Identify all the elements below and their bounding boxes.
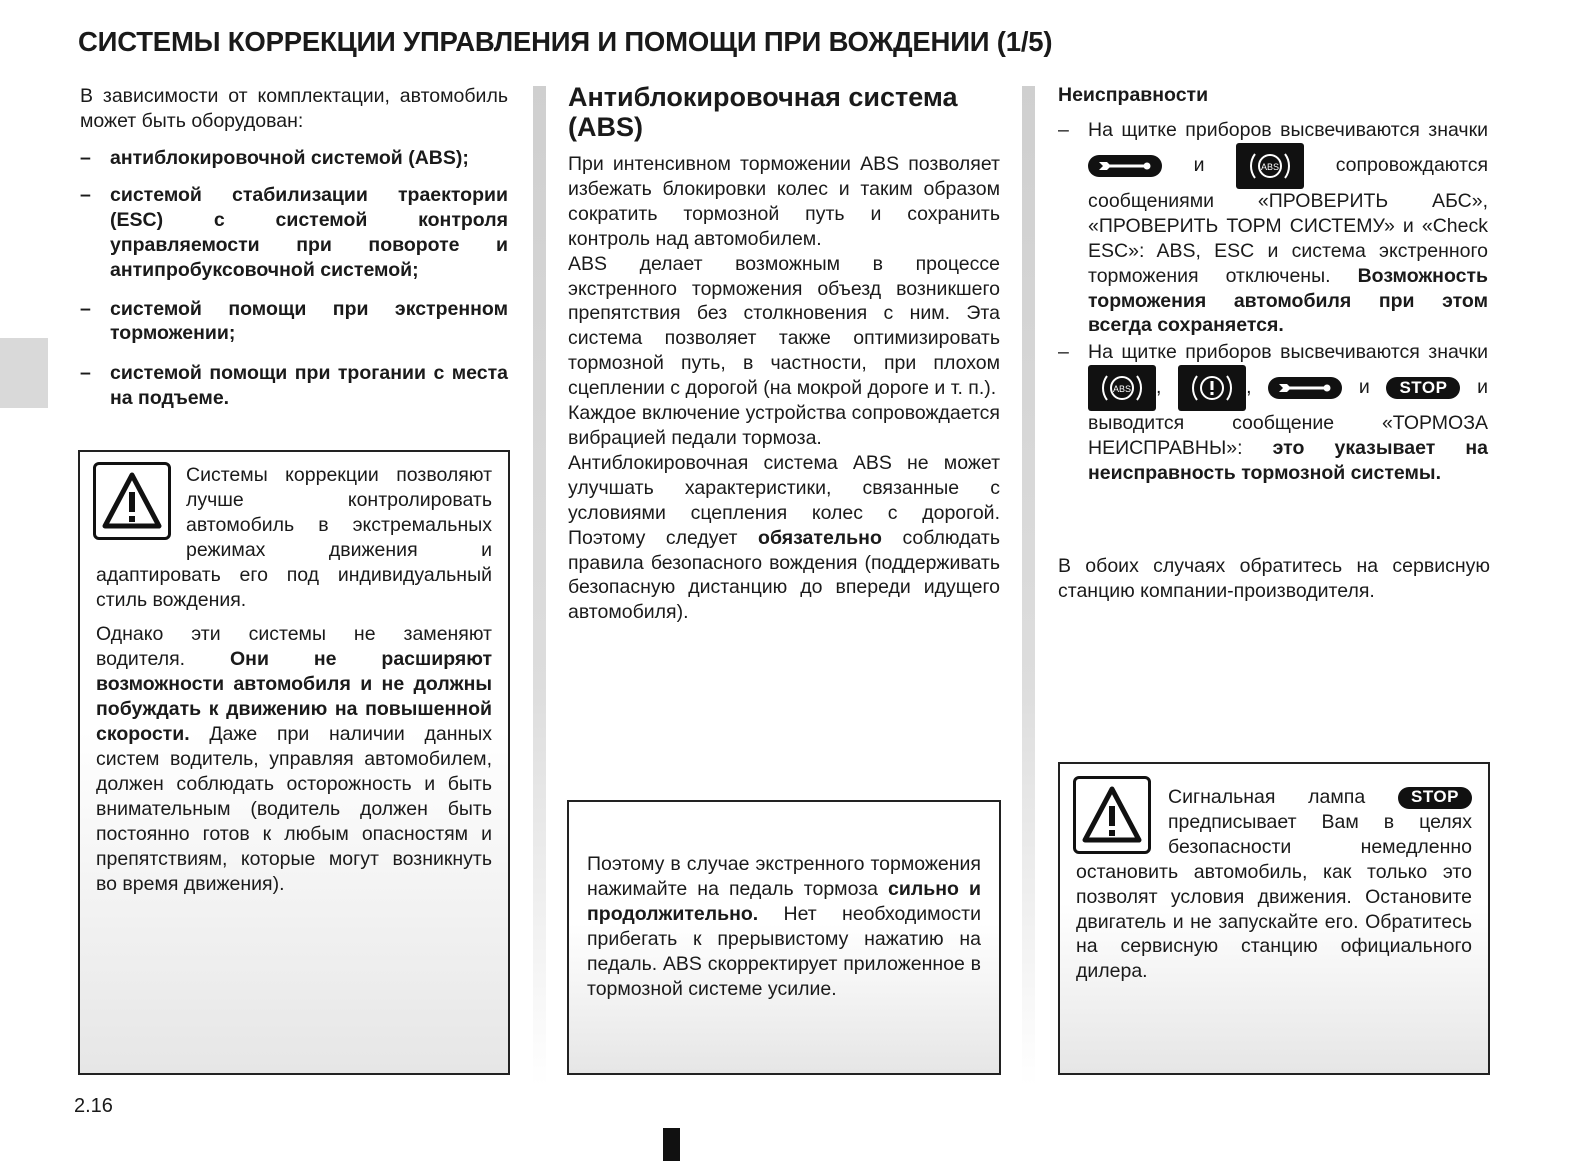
paragraph: При интенсивном торможении ABS позволяет избежать блокировки колес и таким образом сократить тормозной путь и сохранить контроль над автомобилем. xyxy=(568,153,1000,250)
warning-text: Однако эти системы не заменяют водителя. Они не расширяют возможности автомобиля и не должны побуждать к движению на повышенной скорости. Даже при наличии данных систем водитель, управляя автомобилем, должен соблюдать осторожность и быть внимательным (водитель должен быть постоянно готов к любым опасностям и препятствиям, которые могут возникнуть во время движения). xyxy=(96,623,492,895)
abs-description xyxy=(568,152,1000,625)
note-box xyxy=(567,800,1001,1075)
section-tab xyxy=(0,338,48,408)
paragraph: ABS делает возможным в процессе экстренного торможения объезд возникшего препятствия без столкновения с ним. Эта система позволяет также оптимизировать тормозной путь, в частности, при плохом сцеплении с дорогой (на мокрой дороге и т. п.). xyxy=(568,252,1000,400)
note-text: Поэтому в случае экстренного торможения нажимайте на педаль тормоза сильно и продолжительно. Нет необходимости прибегать к прерывистому нажатию на педаль. ABS скорректирует приложенное в тормозной системе усилие. xyxy=(587,853,981,1000)
column-separator xyxy=(1022,86,1035,1086)
paragraph: Каждое включение устройства сопровождается вибрацией педали тормоза. xyxy=(568,402,1000,449)
list-item: – системой стабилизации траектории (ESC) с системой контроля управляемости при повороте и антипробуксовочной системой; xyxy=(80,183,508,281)
paragraph: Антиблокировочная система ABS не может улучшать характеристики, связанные с условиями сцепления колес с дорогой. Поэтому следует обязательно соблюдать правила безопасного вождения (поддерживать безопасную дистанцию до впереди идущего автомобиля). xyxy=(568,451,1001,624)
list-item: – антиблокировочной системой (ABS); xyxy=(80,147,469,169)
faults-list xyxy=(1058,118,1488,486)
faults-heading: Неисправности xyxy=(1058,84,1209,106)
page-title: СИСТЕМЫ КОРРЕКЦИИ УПРАВЛЕНИЯ И ПОМОЩИ ПРИ ВОЖДЕНИИ (1/5) xyxy=(78,26,1053,57)
stop-icon: STOP xyxy=(1386,377,1460,399)
list-item: – На щитке приборов высвечиваются значки и ABS сопровождаются сообщениями «ПРОВЕРИТЬ АБС», «ПРОВЕРИТЬ ТОРМ СИСТЕМУ» и «Check ESC»: ABS, ESC и система экстренного торможения отключены. Возможность торможения автомобиля при этом всегда сохраняется. xyxy=(1058,119,1489,337)
wrench-icon xyxy=(1268,377,1342,399)
list-item: – На щитке приборов высвечиваются значки ABS , , и STOP и выводится сообщение «ТОРМОЗА НЕИСПРАВНЫ»: это указывает на неисправность тормозной системы. xyxy=(1058,341,1489,485)
abs-warning-icon xyxy=(1088,365,1156,411)
list-item: – системой помощи при трогании с места на подъеме. xyxy=(80,362,508,410)
column-separator xyxy=(533,86,546,1086)
warning-text: Сигнальная лампа STOP предписывает Вам в целях безопасности немедленно остановить автомобиль, как только это позволят условия движения. Остановите двигатель и не запускайте его. Обратитесь на сервисную станцию официального дилера. xyxy=(1076,786,1472,983)
abs-warning-icon xyxy=(1236,143,1304,189)
section-heading: Антиблокировочная система (ABS) xyxy=(568,82,958,142)
svg-text:ABS: ABS xyxy=(1261,161,1280,172)
warning-box xyxy=(78,450,510,1075)
list-item: – системой помощи при экстренном торможении; xyxy=(80,297,508,345)
feature-list xyxy=(80,146,508,411)
service-note: В обоих случаях обратитесь на сервисную станцию компании-производителя. xyxy=(1058,555,1490,602)
page-number: 2.16 xyxy=(74,1095,113,1117)
wrench-icon xyxy=(1088,155,1162,177)
stop-icon: STOP xyxy=(1398,787,1472,809)
warning-text: Системы коррекции позволяют лучше контролировать автомобиль в экстремальных режимах движения и адаптировать его под индивидуальный стиль вождения. xyxy=(96,464,492,611)
print-mark xyxy=(663,1128,680,1161)
intro-text: В зависимости от комплектации, автомобиль может быть оборудован: xyxy=(80,85,508,132)
warning-box xyxy=(1058,762,1490,1075)
svg-text:ABS: ABS xyxy=(1112,384,1132,395)
brake-warning-icon xyxy=(1178,365,1246,411)
